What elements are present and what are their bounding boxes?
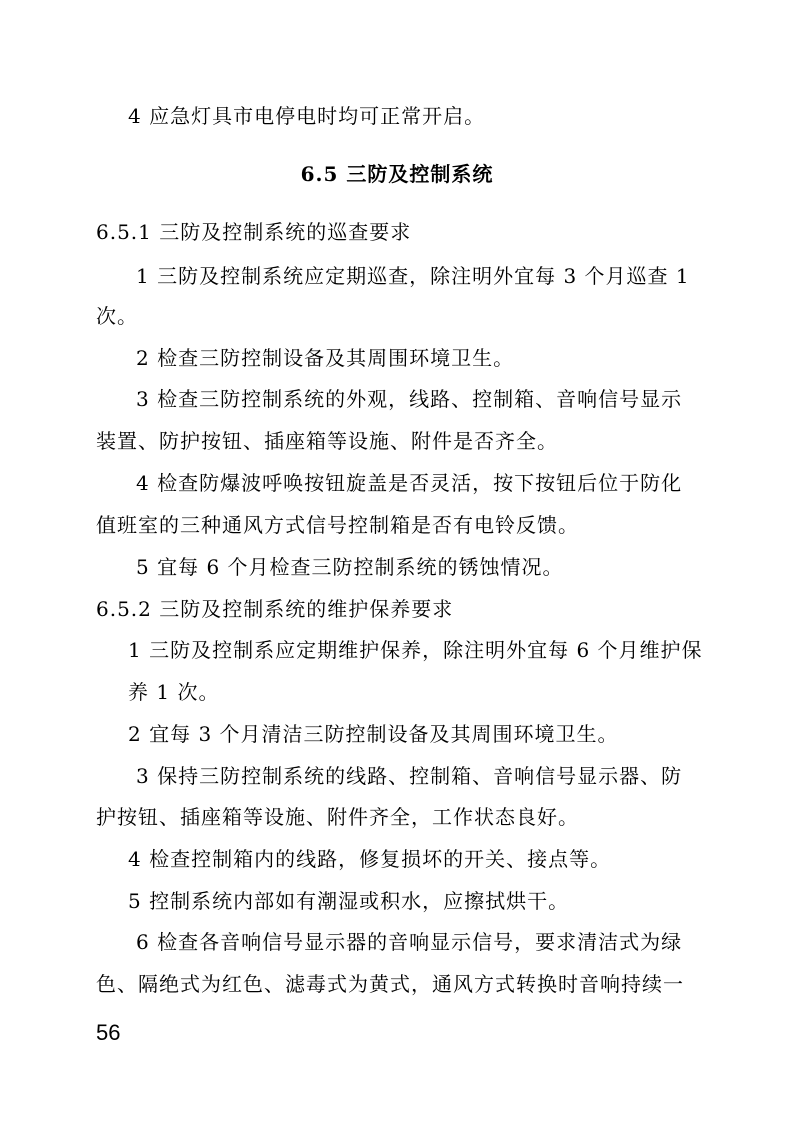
subsection-heading-6-5-2: 6.5.2 三防及控制系统的维护保养要求	[96, 597, 454, 621]
page-number: 56	[96, 1020, 121, 1045]
item-6-5-1-5: 5 宜每 6 个月检查三防控制系统的锈蚀情况。	[136, 555, 564, 579]
item-6-5-2-1-cont: 养 1 次。	[128, 680, 220, 704]
item-6-5-2-4: 4 检查控制箱内的线路，修复损坏的开关、接点等。	[128, 847, 612, 871]
item-6-4-4: 4 应急灯具市电停电时均可正常开启。	[128, 104, 486, 128]
item-6-5-2-3: 3 保持三防控制系统的线路、控制箱、音响信号显示器、防	[136, 764, 683, 788]
item-6-5-1-4: 4 检查防爆波呼唤按钮旋盖是否灵活，按下按钮后位于防化	[136, 471, 683, 495]
subsection-heading-6-5-1: 6.5.1 三防及控制系统的巡查要求	[96, 220, 412, 244]
item-6-5-2-2: 2 宜每 3 个月清洁三防控制设备及其周围环境卫生。	[128, 722, 619, 746]
item-6-5-1-2: 2 检查三防控制设备及其周围环境卫生。	[136, 346, 515, 370]
item-6-5-1-4-cont: 值班室的三种通风方式信号控制箱是否有电铃反馈。	[96, 513, 579, 537]
item-6-5-1-1: 1 三防及控制系统应定期巡查，除注明外宜每 3 个月巡查 1	[136, 264, 690, 288]
item-6-5-1-3-cont: 装置、防护按钮、插座箱等设施、附件是否齐全。	[96, 429, 558, 453]
item-6-5-2-1: 1 三防及控制系应定期维护保养，除注明外宜每 6 个月维护保	[128, 638, 703, 662]
item-6-5-2-3-cont: 护按钮、插座箱等设施、附件齐全，工作状态良好。	[96, 805, 579, 829]
item-6-5-2-5: 5 控制系统内部如有潮湿或积水，应擦拭烘干。	[128, 889, 570, 913]
item-6-5-1-3: 3 检查三防控制系统的外观，线路、控制箱、音响信号显示	[136, 387, 683, 411]
item-6-5-2-6: 6 检查各音响信号显示器的音响显示信号，要求清洁式为绿	[136, 930, 683, 954]
item-6-5-2-6-cont: 色、隔绝式为红色、滤毒式为黄式，通风方式转换时音响持续一	[96, 972, 684, 996]
item-6-5-1-1-cont: 次。	[96, 304, 138, 328]
section-heading-6-5: 6.5 三防及控制系统	[300, 162, 494, 186]
